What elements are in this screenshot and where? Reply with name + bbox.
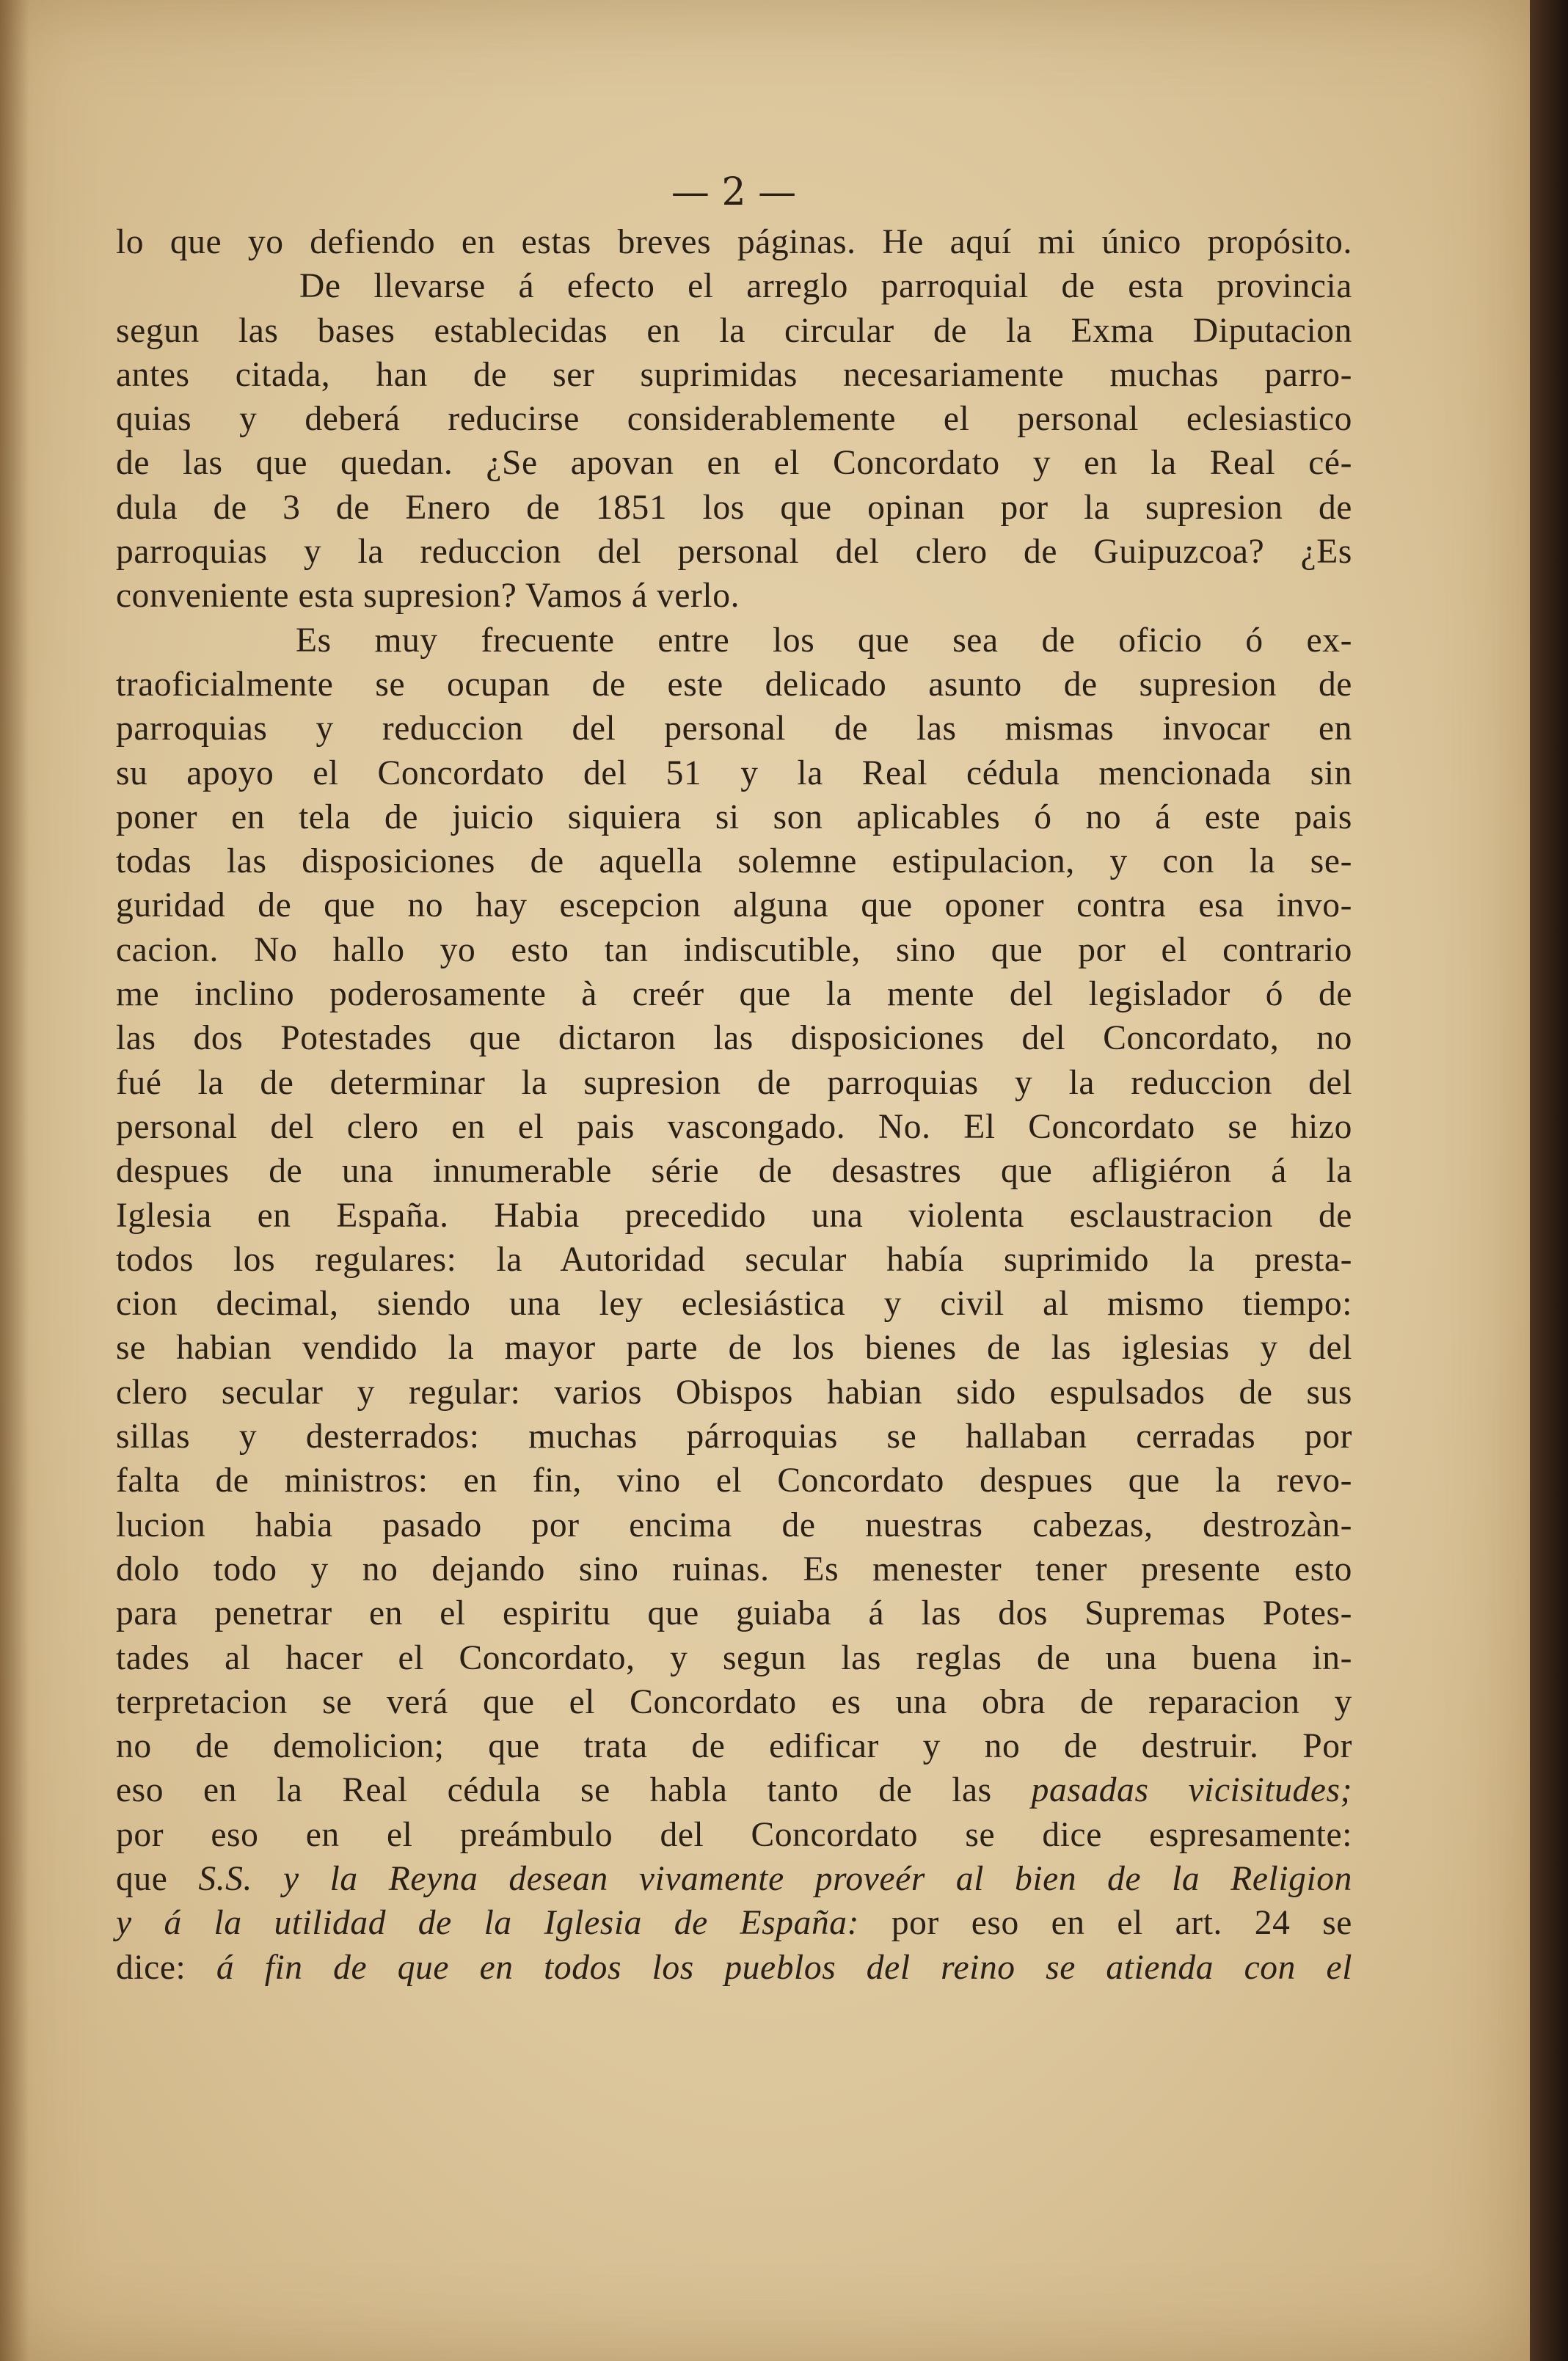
italic-segment: S.S. y la Reyna desean vivamente proveér al bien de la Religion bbox=[198, 1859, 1352, 1898]
text-line: Es muy frecuente entre los que sea de oficio ó ex- bbox=[296, 621, 1352, 660]
italic-segment: pasadas vicisitudes; bbox=[1031, 1771, 1352, 1810]
text-line: cacion. No hallo yo esto tan indiscutible, sino que por el contrario bbox=[116, 930, 1352, 969]
text-line: de las que quedan. ¿Se apovan en el Concordato y en la Real cé- bbox=[116, 444, 1352, 483]
text-line-mixed bbox=[116, 1857, 1352, 1901]
italic-segment: y á la utilidad de la Iglesia de España: bbox=[116, 1904, 860, 1943]
text-line: traoficialmente se ocupan de este delicado asunto de supresion de bbox=[116, 665, 1352, 704]
text-line: parroquias y la reduccion del personal del clero de Guipuzcoa? ¿Es bbox=[116, 533, 1352, 572]
text-line: fué la de determinar la supresion de parroquias y la reduccion del bbox=[116, 1063, 1352, 1102]
text-line: guridad de que no hay escepcion alguna que oponer contra esa invo- bbox=[116, 886, 1352, 925]
text-line: falta de ministros: en fin, vino el Concordato despues que la revo- bbox=[116, 1462, 1352, 1500]
italic-segment: á fin de que en todos los pueblos del reino se atienda con el bbox=[216, 1948, 1352, 1987]
page-edge bbox=[1530, 0, 1568, 2361]
text-line: clero secular y regular: varios Obispos habian sido espulsados de sus bbox=[116, 1373, 1352, 1412]
text-line: su apoyo el Concordato del 51 y la Real cédula mencionada sin bbox=[116, 753, 1352, 792]
text-line: tades al hacer el Concordato, y segun las reglas de una buena in- bbox=[116, 1638, 1352, 1677]
text-line: terpretacion se verá que el Concordato es una obra de reparacion y bbox=[116, 1682, 1352, 1721]
text-line: no de demolicion; que trata de edificar y no de destruir. Por bbox=[116, 1727, 1352, 1766]
text-line: cion decimal, siendo una ley eclesiástica y civil al mismo tiempo: bbox=[116, 1285, 1352, 1324]
text-line: Iglesia en España. Habia precedido una violenta esclaustracion de bbox=[116, 1196, 1352, 1235]
text-segment: que bbox=[116, 1859, 168, 1898]
text-line: dolo todo y no dejando sino ruinas. Es menester tener presente esto bbox=[116, 1550, 1352, 1588]
page-gutter-shadow bbox=[0, 0, 29, 2361]
text-line: sillas y desterrados: muchas párroquias se hallaban cerradas por bbox=[116, 1417, 1352, 1456]
body-text bbox=[116, 220, 1352, 1990]
text-line-mixed bbox=[116, 1768, 1352, 1812]
text-line: conveniente esta supresion? Vamos á verlo. bbox=[116, 577, 740, 616]
text-segment: eso en la Real cédula se habla tanto de las bbox=[116, 1771, 992, 1810]
text-line: para penetrar en el espiritu que guiaba á las dos Supremas Potes- bbox=[116, 1594, 1352, 1633]
text-line: por eso en el preámbulo del Concordato se dice espresamente: bbox=[116, 1815, 1352, 1854]
text-line: todos los regulares: la Autoridad secular había suprimido la presta- bbox=[116, 1240, 1352, 1279]
text-line: parroquias y reduccion del personal de las mismas invocar en bbox=[116, 709, 1352, 748]
text-line: personal del clero en el pais vascongado. No. El Concordato se hizo bbox=[116, 1107, 1352, 1146]
text-line: todas las disposiciones de aquella solemne estipulacion, y con la se- bbox=[116, 842, 1352, 881]
text-line: lucion habia pasado por encima de nuestras cabezas, destrozàn- bbox=[116, 1506, 1352, 1544]
text-line: dula de 3 de Enero de 1851 los que opinan por la supresion de bbox=[116, 488, 1352, 527]
page-number: — 2 — bbox=[671, 170, 797, 214]
text-line: De llevarse á efecto el arreglo parroquial de esta provincia bbox=[299, 267, 1352, 306]
text-line: las dos Potestades que dictaron las disposiciones del Concordato, no bbox=[116, 1019, 1352, 1058]
text-line-mixed bbox=[116, 1946, 1352, 1990]
text-line: quias y deberá reducirse considerablemente el personal eclesiastico bbox=[116, 400, 1352, 439]
text-line: antes citada, han de ser suprimidas necesariamente muchas parro- bbox=[116, 355, 1352, 394]
text-line: me inclino poderosamente à creér que la mente del legislador ó de bbox=[116, 975, 1352, 1014]
text-line: segun las bases establecidas en la circular de la Exma Diputacion bbox=[116, 311, 1352, 350]
text-line-mixed bbox=[116, 1901, 1352, 1945]
text-line: despues de una innumerable série de desastres que afligiéron á la bbox=[116, 1152, 1352, 1191]
text-segment: por eso en el art. 24 se bbox=[891, 1904, 1352, 1943]
text-line: se habian vendido la mayor parte de los bienes de las iglesias y del bbox=[116, 1329, 1352, 1368]
text-segment: dice: bbox=[116, 1948, 186, 1987]
text-line: poner en tela de juicio siquiera si son aplicables ó no á este pais bbox=[116, 798, 1352, 836]
text-line: lo que yo defiendo en estas breves páginas. He aquí mi único propósito. bbox=[116, 223, 1352, 261]
